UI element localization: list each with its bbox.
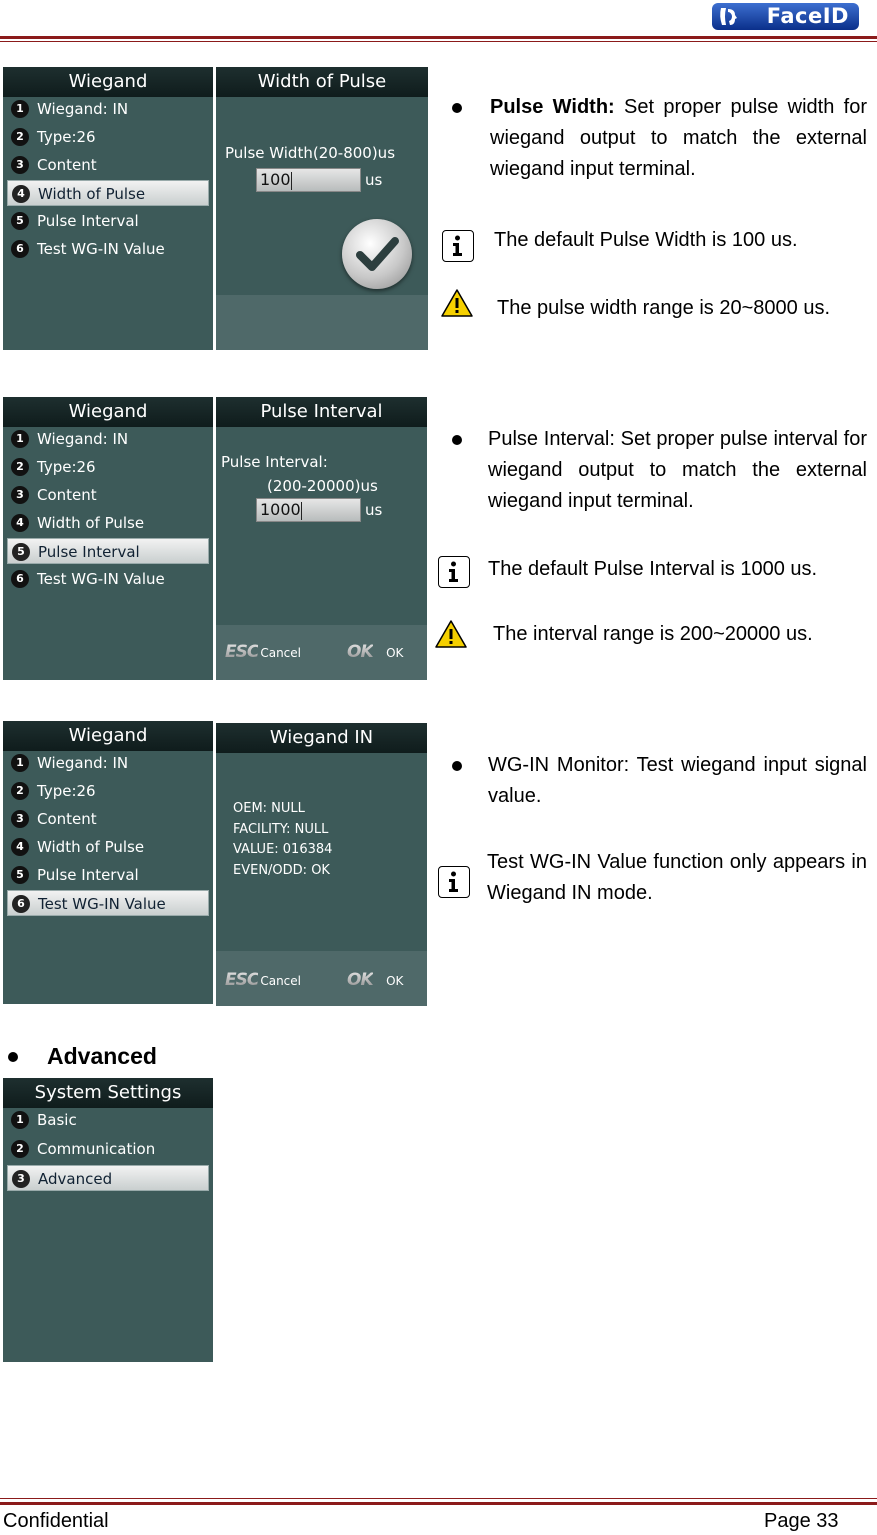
field-value: 1000 — [260, 500, 301, 519]
panel-title: Wiegand — [3, 721, 213, 751]
item-number: 3 — [11, 486, 29, 504]
wiegand-in-readout — [233, 799, 332, 881]
term-bold: Pulse Width: — [490, 96, 615, 118]
menu-item-type[interactable] — [7, 124, 209, 150]
panel-title: Wiegand — [3, 397, 213, 427]
panel-title: Wiegand — [3, 67, 213, 97]
oem-value: OEM: NULL — [233, 801, 305, 816]
menu-item-width-of-pulse[interactable] — [7, 180, 209, 206]
item-number: 6 — [11, 570, 29, 588]
ok-button[interactable] — [347, 642, 403, 662]
footer-rule — [0, 1502, 877, 1505]
text-cursor — [291, 172, 292, 190]
pulse-interval-input[interactable] — [256, 498, 361, 522]
ok-label: OK — [386, 974, 404, 988]
item-label: Pulse Interval — [37, 866, 139, 884]
warning-note: The pulse width range is 20~8000 us. — [497, 297, 830, 319]
header-rule — [0, 36, 877, 39]
item-label: Type:26 — [37, 128, 96, 146]
item-number: 3 — [11, 810, 29, 828]
esc-key-icon: ESC — [225, 642, 259, 662]
item-label: Wiegand: IN — [37, 100, 129, 118]
item-label: Wiegand: IN — [37, 430, 129, 448]
menu-item-wiegand-mode[interactable] — [7, 96, 209, 122]
info-icon — [442, 230, 474, 262]
menu-item-pulse-interval[interactable] — [7, 538, 209, 564]
wiegand-menu-panel-3 — [3, 721, 213, 1004]
item-number: 1 — [11, 754, 29, 772]
item-label: Test WG-IN Value — [38, 895, 166, 913]
menu-item-communication[interactable] — [7, 1136, 209, 1162]
item-number: 1 — [11, 430, 29, 448]
menu-item-content[interactable] — [7, 152, 209, 178]
wiegand-in-panel — [216, 723, 427, 1006]
menu-item-wiegand-mode[interactable] — [7, 426, 209, 452]
item-label: Pulse Interval — [38, 543, 140, 561]
item-number: 2 — [11, 128, 29, 146]
ok-key-icon: OK — [347, 642, 373, 662]
cancel-button[interactable] — [225, 642, 301, 662]
ok-button[interactable] — [347, 970, 403, 990]
item-number: 2 — [11, 458, 29, 476]
item-label: Width of Pulse — [38, 185, 146, 203]
item-label: Type:26 — [37, 782, 96, 800]
even-odd-value: EVEN/ODD: OK — [233, 862, 330, 878]
item-number: 1 — [11, 1111, 29, 1129]
item-number: 4 — [11, 838, 29, 856]
description-text: Set proper pulse width for wiegand output to match the external wiegand input terminal. — [490, 96, 867, 180]
item-number: 2 — [11, 1140, 29, 1158]
item-label: Basic — [37, 1111, 77, 1129]
pulse-width-prompt: Pulse Width(20-800)us — [225, 144, 396, 162]
system-settings-panel — [3, 1078, 213, 1362]
footer-page-number: Page 33 — [764, 1510, 839, 1532]
item-number: 3 — [12, 1170, 30, 1188]
item-label: Test WG-IN Value — [37, 570, 165, 588]
advanced-heading: Advanced — [47, 1043, 157, 1069]
item-number: 2 — [11, 782, 29, 800]
bullet — [452, 761, 462, 771]
wiegand-menu-panel-2 — [3, 397, 213, 680]
ok-key-icon: OK — [347, 970, 373, 990]
menu-item-test-wg-in[interactable] — [7, 890, 209, 916]
item-number: 6 — [12, 895, 30, 913]
cancel-label: Cancel — [260, 646, 301, 660]
item-number: 5 — [11, 212, 29, 230]
faceid-logo — [712, 3, 859, 30]
item-number: 3 — [11, 156, 29, 174]
bullet — [452, 103, 462, 113]
pulse-interval-description: Pulse Interval: Set proper pulse interval for wiegand output to match the external wiegand input terminal. — [488, 428, 867, 512]
item-number: 4 — [11, 514, 29, 532]
menu-item-content[interactable] — [7, 482, 209, 508]
item-label: Content — [37, 810, 97, 828]
menu-item-pulse-interval[interactable] — [7, 862, 209, 888]
menu-item-test-wg-in[interactable] — [7, 236, 209, 262]
menu-item-type[interactable] — [7, 454, 209, 480]
menu-item-basic[interactable] — [7, 1107, 209, 1133]
bullet — [452, 435, 462, 445]
info-note: The default Pulse Width is 100 us. — [494, 229, 798, 251]
panel-title: Width of Pulse — [216, 67, 428, 97]
wg-in-monitor-description: WG-IN Monitor: Test wiegand input signal value. — [488, 754, 867, 807]
pulse-interval-prompt: Pulse Interval: — [221, 453, 328, 471]
checkmark-icon — [342, 219, 412, 289]
item-label: Width of Pulse — [37, 514, 145, 532]
item-label: Width of Pulse — [37, 838, 145, 856]
info-icon — [438, 866, 470, 898]
info-note: The default Pulse Interval is 1000 us. — [488, 558, 818, 580]
header-rule-thin — [0, 41, 877, 42]
panel-title: System Settings — [3, 1078, 213, 1108]
warning-icon — [440, 288, 474, 318]
wiegand-menu-panel-1 — [3, 67, 213, 350]
item-number: 1 — [11, 100, 29, 118]
esc-key-icon: ESC — [225, 970, 259, 990]
pulse-interval-range: (200-20000)us — [267, 477, 378, 495]
bottom-bar — [216, 295, 428, 350]
menu-item-test-wg-in[interactable] — [7, 566, 209, 592]
pulse-interval-unit: us — [365, 501, 383, 519]
bullet — [8, 1052, 18, 1062]
pulse-interval-panel — [216, 397, 427, 680]
field-value: 100 — [260, 170, 291, 189]
item-label: Type:26 — [37, 458, 96, 476]
item-label: Wiegand: IN — [37, 754, 129, 772]
footer-confidential: Confidential — [3, 1510, 109, 1532]
menu-item-advanced[interactable] — [7, 1165, 209, 1191]
item-number: 4 — [12, 185, 30, 203]
ok-label: OK — [386, 646, 404, 660]
item-label: Pulse Interval — [37, 212, 139, 230]
cancel-button[interactable] — [225, 970, 301, 990]
info-note: Test WG-IN Value function only appears in Wiegand IN mode. — [487, 851, 867, 904]
confirm-button[interactable] — [342, 219, 412, 289]
item-label: Advanced — [38, 1170, 113, 1188]
item-label: Communication — [37, 1140, 156, 1158]
text-cursor — [301, 502, 302, 520]
menu-item-width-of-pulse[interactable] — [7, 834, 209, 860]
value-readout: VALUE: 016384 — [233, 842, 333, 857]
menu-item-type[interactable] — [7, 778, 209, 804]
menu-item-content[interactable] — [7, 806, 209, 832]
pulse-width-unit: us — [365, 171, 383, 189]
panel-title: Pulse Interval — [216, 397, 427, 427]
menu-item-pulse-interval[interactable] — [7, 208, 209, 234]
item-number: 5 — [12, 543, 30, 561]
item-label: Content — [37, 486, 97, 504]
footer-rule-thin — [0, 1498, 877, 1499]
pulse-width-input[interactable] — [256, 168, 361, 192]
cancel-label: Cancel — [260, 974, 301, 988]
logo-text: FaceID — [766, 4, 849, 28]
item-number: 5 — [11, 866, 29, 884]
menu-item-wiegand-mode[interactable] — [7, 750, 209, 776]
face-logo-icon — [718, 6, 738, 27]
item-label: Content — [37, 156, 97, 174]
item-number: 6 — [11, 240, 29, 258]
width-of-pulse-panel — [216, 67, 428, 350]
info-icon — [438, 556, 470, 588]
pulse-width-description — [490, 92, 867, 185]
facility-value: FACILITY: NULL — [233, 821, 329, 837]
warning-icon — [434, 619, 468, 649]
item-label: Test WG-IN Value — [37, 240, 165, 258]
menu-item-width-of-pulse[interactable] — [7, 510, 209, 536]
panel-title: Wiegand IN — [216, 723, 427, 753]
warning-note: The interval range is 200~20000 us. — [493, 623, 813, 645]
